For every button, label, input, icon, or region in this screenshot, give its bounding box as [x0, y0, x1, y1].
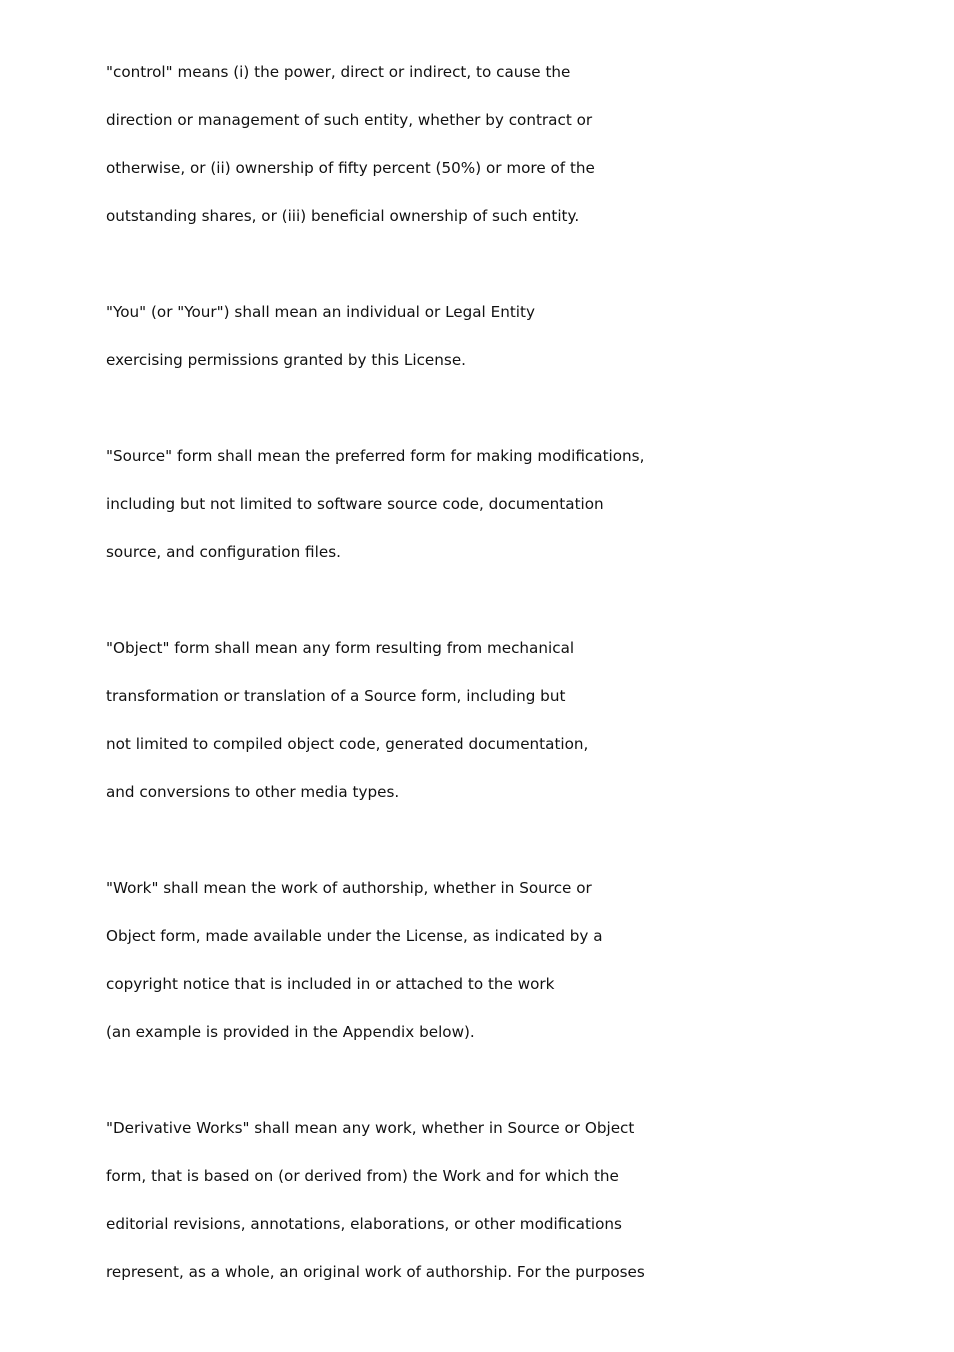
text-line: "You" (or "Your") shall mean an individual or Legal Entity [106, 303, 535, 321]
text-line: transformation or translation of a Source form, including but [106, 687, 566, 705]
text-line: represent, as a whole, an original work of authorship. For the purposes [106, 1263, 645, 1281]
text-line: "Object" form shall mean any form resulting from mechanical [106, 639, 575, 657]
text-line: including but not limited to software source code, documentation [106, 495, 604, 513]
text-line: "control" means (i) the power, direct or indirect, to cause the [106, 63, 571, 81]
paragraph-you-definition [106, 296, 866, 392]
text-line: (an example is provided in the Appendix below). [106, 1023, 475, 1041]
paragraph-source-definition [106, 440, 866, 584]
paragraph-control-definition [106, 56, 866, 248]
text-line: form, that is based on (or derived from) the Work and for which the [106, 1167, 619, 1185]
text-line: otherwise, or (ii) ownership of fifty percent (50%) or more of the [106, 159, 595, 177]
text-line: and conversions to other media types. [106, 783, 400, 801]
text-line: Object form, made available under the License, as indicated by a [106, 927, 603, 945]
paragraph-derivative-works-definition [106, 1112, 866, 1304]
text-line: "Derivative Works" shall mean any work, whether in Source or Object [106, 1119, 635, 1137]
text-line: not limited to compiled object code, generated documentation, [106, 735, 589, 753]
text-line: source, and configuration files. [106, 543, 341, 561]
text-line: direction or management of such entity, whether by contract or [106, 111, 593, 129]
text-line: exercising permissions granted by this License. [106, 351, 466, 369]
text-line: "Source" form shall mean the preferred form for making modifications, [106, 447, 645, 465]
text-line: "Work" shall mean the work of authorship, whether in Source or [106, 879, 592, 897]
paragraph-work-definition [106, 872, 866, 1064]
text-line: editorial revisions, annotations, elaborations, or other modifications [106, 1215, 622, 1233]
text-line: copyright notice that is included in or attached to the work [106, 975, 555, 993]
paragraph-object-definition [106, 632, 866, 824]
text-line: outstanding shares, or (iii) beneficial ownership of such entity. [106, 207, 580, 225]
document-page [106, 56, 866, 1352]
